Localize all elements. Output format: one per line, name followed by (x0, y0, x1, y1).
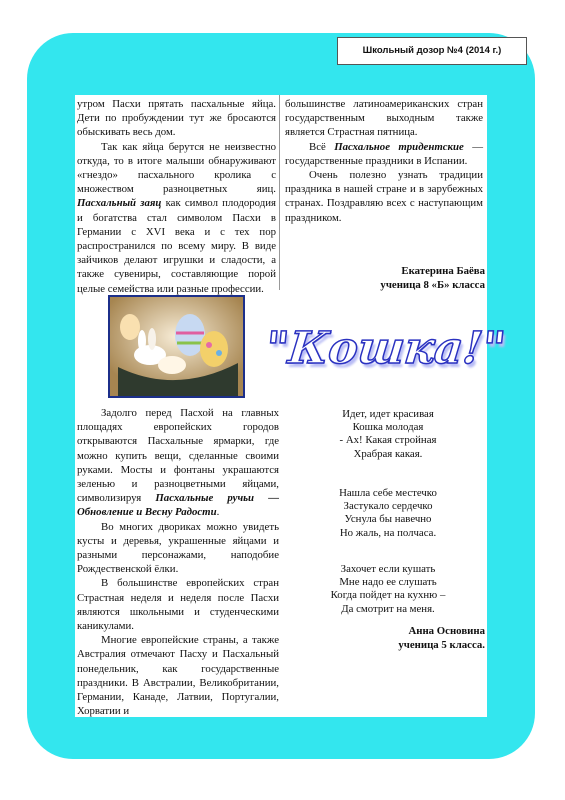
author-class: ученица 5 класса. (398, 639, 485, 652)
highlight-term: Пасхальные ручьи — Обновление и Весну Радости (77, 492, 279, 519)
poem-line: Нашла себе местечко (339, 487, 437, 499)
poem-line: Когда пойдет на кухню – (330, 589, 446, 602)
paragraph: Задолго перед Пасхой на главных площадях европейских городов открываются Пасхальные ярмарки, где можно купить вещи, сделанные своими руками. Мосты и фонтаны украшаются зеленью и разноцветными яйцами, символизируя Пасхальные ручьи — Обновление и Весну Радости. (77, 407, 279, 519)
poem-stanza (300, 487, 476, 540)
poem-line: Но жаль, на полчаса. (339, 526, 437, 539)
poem-title: "Кошка!" (263, 322, 508, 374)
newspaper-title: Школьный дозор №4 (2014 г.) (337, 37, 527, 65)
author-signature (300, 264, 485, 292)
poem-line: Идет, идет красивая (342, 408, 434, 420)
paragraph: В большинстве европейских стран Страстная неделя и неделя после Пасхи являются школьными и студенческими каникулами. (77, 577, 279, 633)
author-name: Екатерина Баёва (401, 265, 485, 277)
poem-line: Захочет если кушать (340, 563, 436, 575)
paragraph: Во многих двориках можно увидеть кусты и деревья, украшенные яйцами и разными персонажами, наподобие Рождественской ёлки. (77, 520, 279, 576)
highlight-term: Пасхальное тридентские (334, 140, 464, 153)
column-left-top (77, 97, 276, 296)
highlight-term: Пасхальный заяц (77, 197, 162, 210)
poem-line: Мне надо ее слушать (339, 576, 437, 589)
author-signature (300, 624, 485, 652)
easter-cookies-photo (108, 295, 245, 398)
poem-line: - Ах! Какая стройная (339, 434, 437, 447)
poem-line: Уснула бы навечно (344, 513, 432, 526)
author-name: Анна Основина (408, 625, 485, 637)
author-class: ученица 8 «Б» класса (380, 279, 485, 292)
column-right-top (285, 97, 483, 225)
poem-line: Застукало сердечко (343, 500, 433, 513)
poem-line: Кошка молодая (352, 421, 424, 434)
column-left-bottom (77, 406, 279, 718)
paragraph: Так как яйца берутся не неизвестно откуда, то в итоге малыши обнаруживают «гнездо» пасхального кролика с множеством разноцветных яиц. Пасхальный заяц как символ плодородия и богатства стал символом Пасхи в Германии с XVI века и с тех пор распространился по всему миру. В виде зайчиков делают игрушки и сладости, а также сувениры, составляющие порой целые семейства или разные профессии. (77, 140, 276, 295)
poem-stanza (300, 408, 476, 461)
poem-stanza (300, 563, 476, 616)
paragraph: большинстве латиноамериканских стран государственным выходным также является Страстная пятница. (285, 98, 483, 139)
poem-line: Да смотрит на меня. (341, 602, 435, 615)
paragraph: Всё Пасхальное тридентские — государственные праздники в Испании. (285, 140, 484, 167)
paragraph: Очень полезно узнать традиции праздника в нашей стране и в зарубежных странах. Поздравляю всех с наступающим праздником. (285, 169, 483, 224)
paragraph: утром Пасхи прятать пасхальные яйца. Дети по пробуждении тут же бросаются обыскивать весь дом. (77, 98, 276, 139)
poem-line: Храбрая какая. (353, 447, 423, 460)
column-divider (279, 95, 280, 290)
paragraph: Многие европейские страны, а также Австралия отмечают Пасху и Пасхальный понедельник, как государственные праздники. В Австралии, Великобритании, Германии, Канаде, Латвии, Португалии, Хорватии и (77, 634, 279, 718)
